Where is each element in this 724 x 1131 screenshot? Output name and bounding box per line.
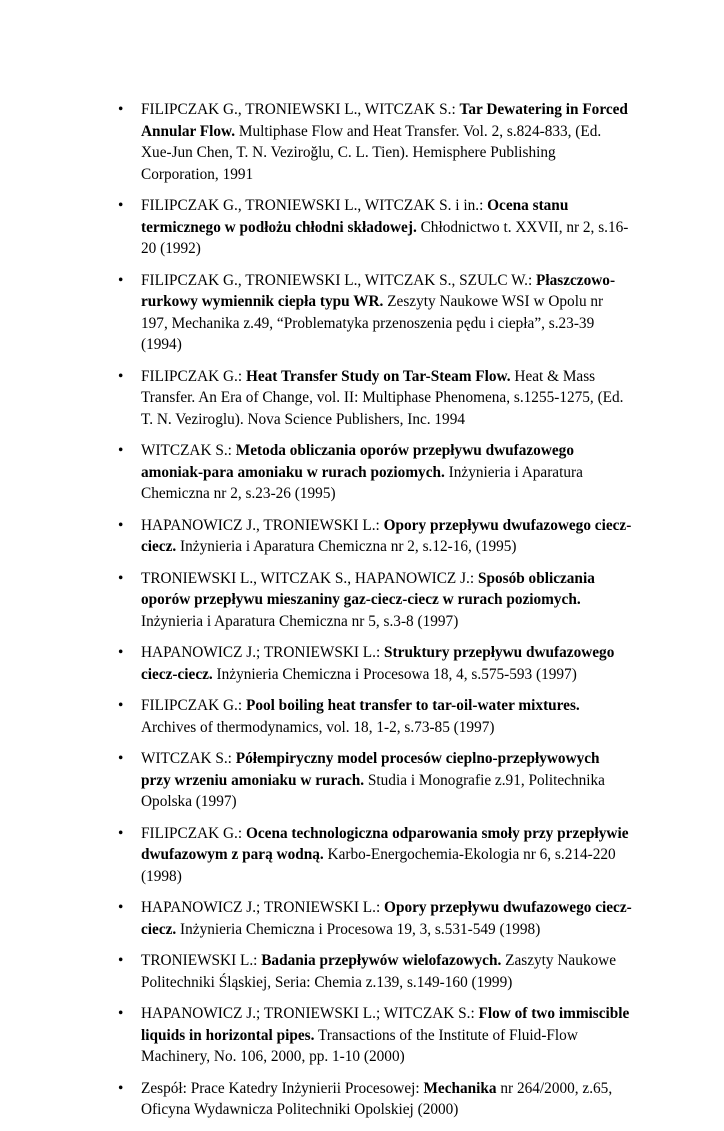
reference-authors: FILIPCZAK G.: (141, 824, 246, 842)
reference-details: Multiphase Flow and Heat Transfer. Vol. 2, s.824-833, (Ed. Xue-Jun Chen, T. N. Veziroğlu, C. L. Tien). Hemisphere Publishing Corporation, 1991 (141, 122, 602, 183)
bullet-marker: • (118, 697, 124, 714)
bullet-marker: • (118, 750, 124, 767)
reference-item (112, 515, 632, 558)
reference-details: Inżynieria i Aparatura Chemiczna nr 5, s.3-8 (1997) (141, 612, 459, 630)
reference-item (112, 568, 632, 633)
reference-authors: FILIPCZAK G.: (141, 697, 246, 714)
reference-details: Transactions of the Institute of Fluid-Flow Machinery, No. 106, 2000, pp. 1-10 (2000) (141, 1026, 578, 1065)
reference-item (112, 748, 632, 813)
reference-title: Pool boiling heat transfer to tar-oil-water mixtures. (245, 697, 580, 714)
reference-title: Sposób obliczania oporów przepływu mieszaniny gaz-ciecz-ciecz w rurach poziomych. (141, 569, 595, 608)
reference-item (112, 440, 632, 505)
bullet-marker: • (118, 824, 124, 842)
reference-title: Płaszczowo-rurkowy wymiennik ciepła typu WR. (141, 271, 616, 310)
reference-title: Tar Dewatering in Forced Annular Flow. (141, 101, 628, 140)
bullet-marker: • (118, 1005, 124, 1022)
reference-authors: HAPANOWICZ J., TRONIEWSKI L.: (141, 516, 384, 534)
reference-item (112, 99, 632, 185)
reference-title: Badania przepływów wielofazowych. (261, 952, 502, 969)
reference-details: Chłodnictwo t. XXVII, nr 2, s.16-20 (1992) (141, 218, 629, 257)
reference-details: Inżynieria Chemiczna i Procesowa 19, 3, s.531-549 (1998) (176, 920, 541, 938)
reference-details: Zeszyty Naukowe WSI w Opolu nr 197, Mechanika z.49, “Problematyka przenoszenia pędu i ciepła”, s.23-39 (1994) (141, 293, 604, 353)
reference-details: Studia i Monografie z.91, Politechnika Opolska (1997) (141, 771, 605, 810)
bullet-marker: • (118, 899, 124, 916)
reference-item (112, 1078, 632, 1121)
reference-details: Heat & Mass Transfer. An Era of Change, vol. II: Multiphase Phenomena, s.1255-1275, (Ed. T. N. Veziroglu). Nova Science Publishers, Inc. 1994 (141, 367, 624, 428)
bullet-marker: • (118, 1079, 124, 1097)
reference-item (112, 1003, 632, 1068)
reference-title: Mechanika (423, 1079, 497, 1097)
reference-item (112, 642, 632, 685)
reference-authors: Zespół: Prace Katedry Inżynierii Procesowej: (141, 1079, 424, 1097)
reference-item (112, 195, 632, 260)
bullet-marker: • (118, 197, 124, 214)
reference-list (112, 99, 632, 1131)
reference-authors: HAPANOWICZ J.; TRONIEWSKI L.: (141, 644, 385, 661)
reference-title: Flow of two immiscible liquids in horizontal pipes. (141, 1005, 630, 1044)
bullet-marker: • (118, 101, 124, 118)
reference-item (112, 950, 632, 993)
reference-title: Półempiryczny model procesów cieplno-przepływowych przy wrzeniu amoniaku w rurach. (141, 750, 600, 789)
reference-item (112, 366, 632, 431)
reference-authors: FILIPCZAK G., TRONIEWSKI L., WITCZAK S.: (141, 101, 460, 118)
reference-item (112, 823, 632, 888)
bullet-marker: • (118, 442, 124, 459)
reference-details: Inżynieria i Aparatura Chemiczna nr 2, s.23-26 (1995) (141, 463, 583, 502)
reference-title: Metoda obliczania oporów przepływu dwufazowego amoniak-para amoniaku w rurach poziomych. (141, 442, 574, 481)
reference-details: nr 264/2000, z.65, Oficyna Wydawnicza Politechniki Opolskiej (2000) (141, 1079, 613, 1118)
reference-authors: WITCZAK S.: (141, 750, 236, 767)
bullet-marker: • (118, 569, 124, 587)
reference-details: Zaszyty Naukowe Politechniki Śląskiej, Seria: Chemia z.139, s.149-160 (1999) (141, 952, 617, 991)
reference-title: Struktury przepływu dwufazowego ciecz-ciecz. (141, 644, 615, 683)
reference-details: Inżynieria Chemiczna i Procesowa 18, 4, s.575-593 (1997) (212, 665, 577, 683)
bullet-marker: • (118, 952, 124, 969)
reference-authors: FILIPCZAK G.: (141, 367, 246, 385)
bullet-marker: • (118, 271, 124, 289)
reference-authors: TRONIEWSKI L.: (141, 952, 262, 969)
reference-item (112, 695, 632, 738)
reference-authors: FILIPCZAK G., TRONIEWSKI L., WITCZAK S., SZULC W.: (141, 271, 537, 289)
reference-item (112, 270, 632, 356)
reference-item (112, 897, 632, 940)
reference-authors: FILIPCZAK G., TRONIEWSKI L., WITCZAK S. i in.: (141, 197, 488, 214)
reference-details: Inżynieria i Aparatura Chemiczna nr 2, s.12-16, (1995) (176, 538, 517, 555)
reference-title: Heat Transfer Study on Tar-Steam Flow. (245, 367, 511, 385)
reference-title: Ocena technologiczna odparowania smoły przy przepływie dwufazowym z parą wodną. (141, 824, 629, 863)
reference-authors: HAPANOWICZ J.; TRONIEWSKI L.; WITCZAK S.: (141, 1005, 479, 1022)
reference-title: Opory przepływu dwufazowego ciecz-ciecz. (141, 899, 632, 938)
bullet-marker: • (118, 367, 124, 385)
reference-title: Ocena stanu termicznego w podłożu chłodni składowej. (141, 197, 569, 236)
reference-authors: WITCZAK S.: (141, 442, 236, 459)
reference-title: Opory przepływu dwufazowego ciecz-ciecz. (141, 516, 632, 555)
reference-authors: HAPANOWICZ J.; TRONIEWSKI L.: (141, 899, 385, 916)
reference-authors: TRONIEWSKI L., WITCZAK S., HAPANOWICZ J.: (141, 569, 478, 587)
bullet-marker: • (118, 644, 124, 661)
reference-details: Archives of thermodynamics, vol. 18, 1-2, s.73-85 (1997) (141, 718, 495, 736)
reference-details: Karbo-Energochemia-Ekologia nr 6, s.214-220 (1998) (141, 846, 616, 885)
bullet-marker: • (118, 516, 124, 534)
